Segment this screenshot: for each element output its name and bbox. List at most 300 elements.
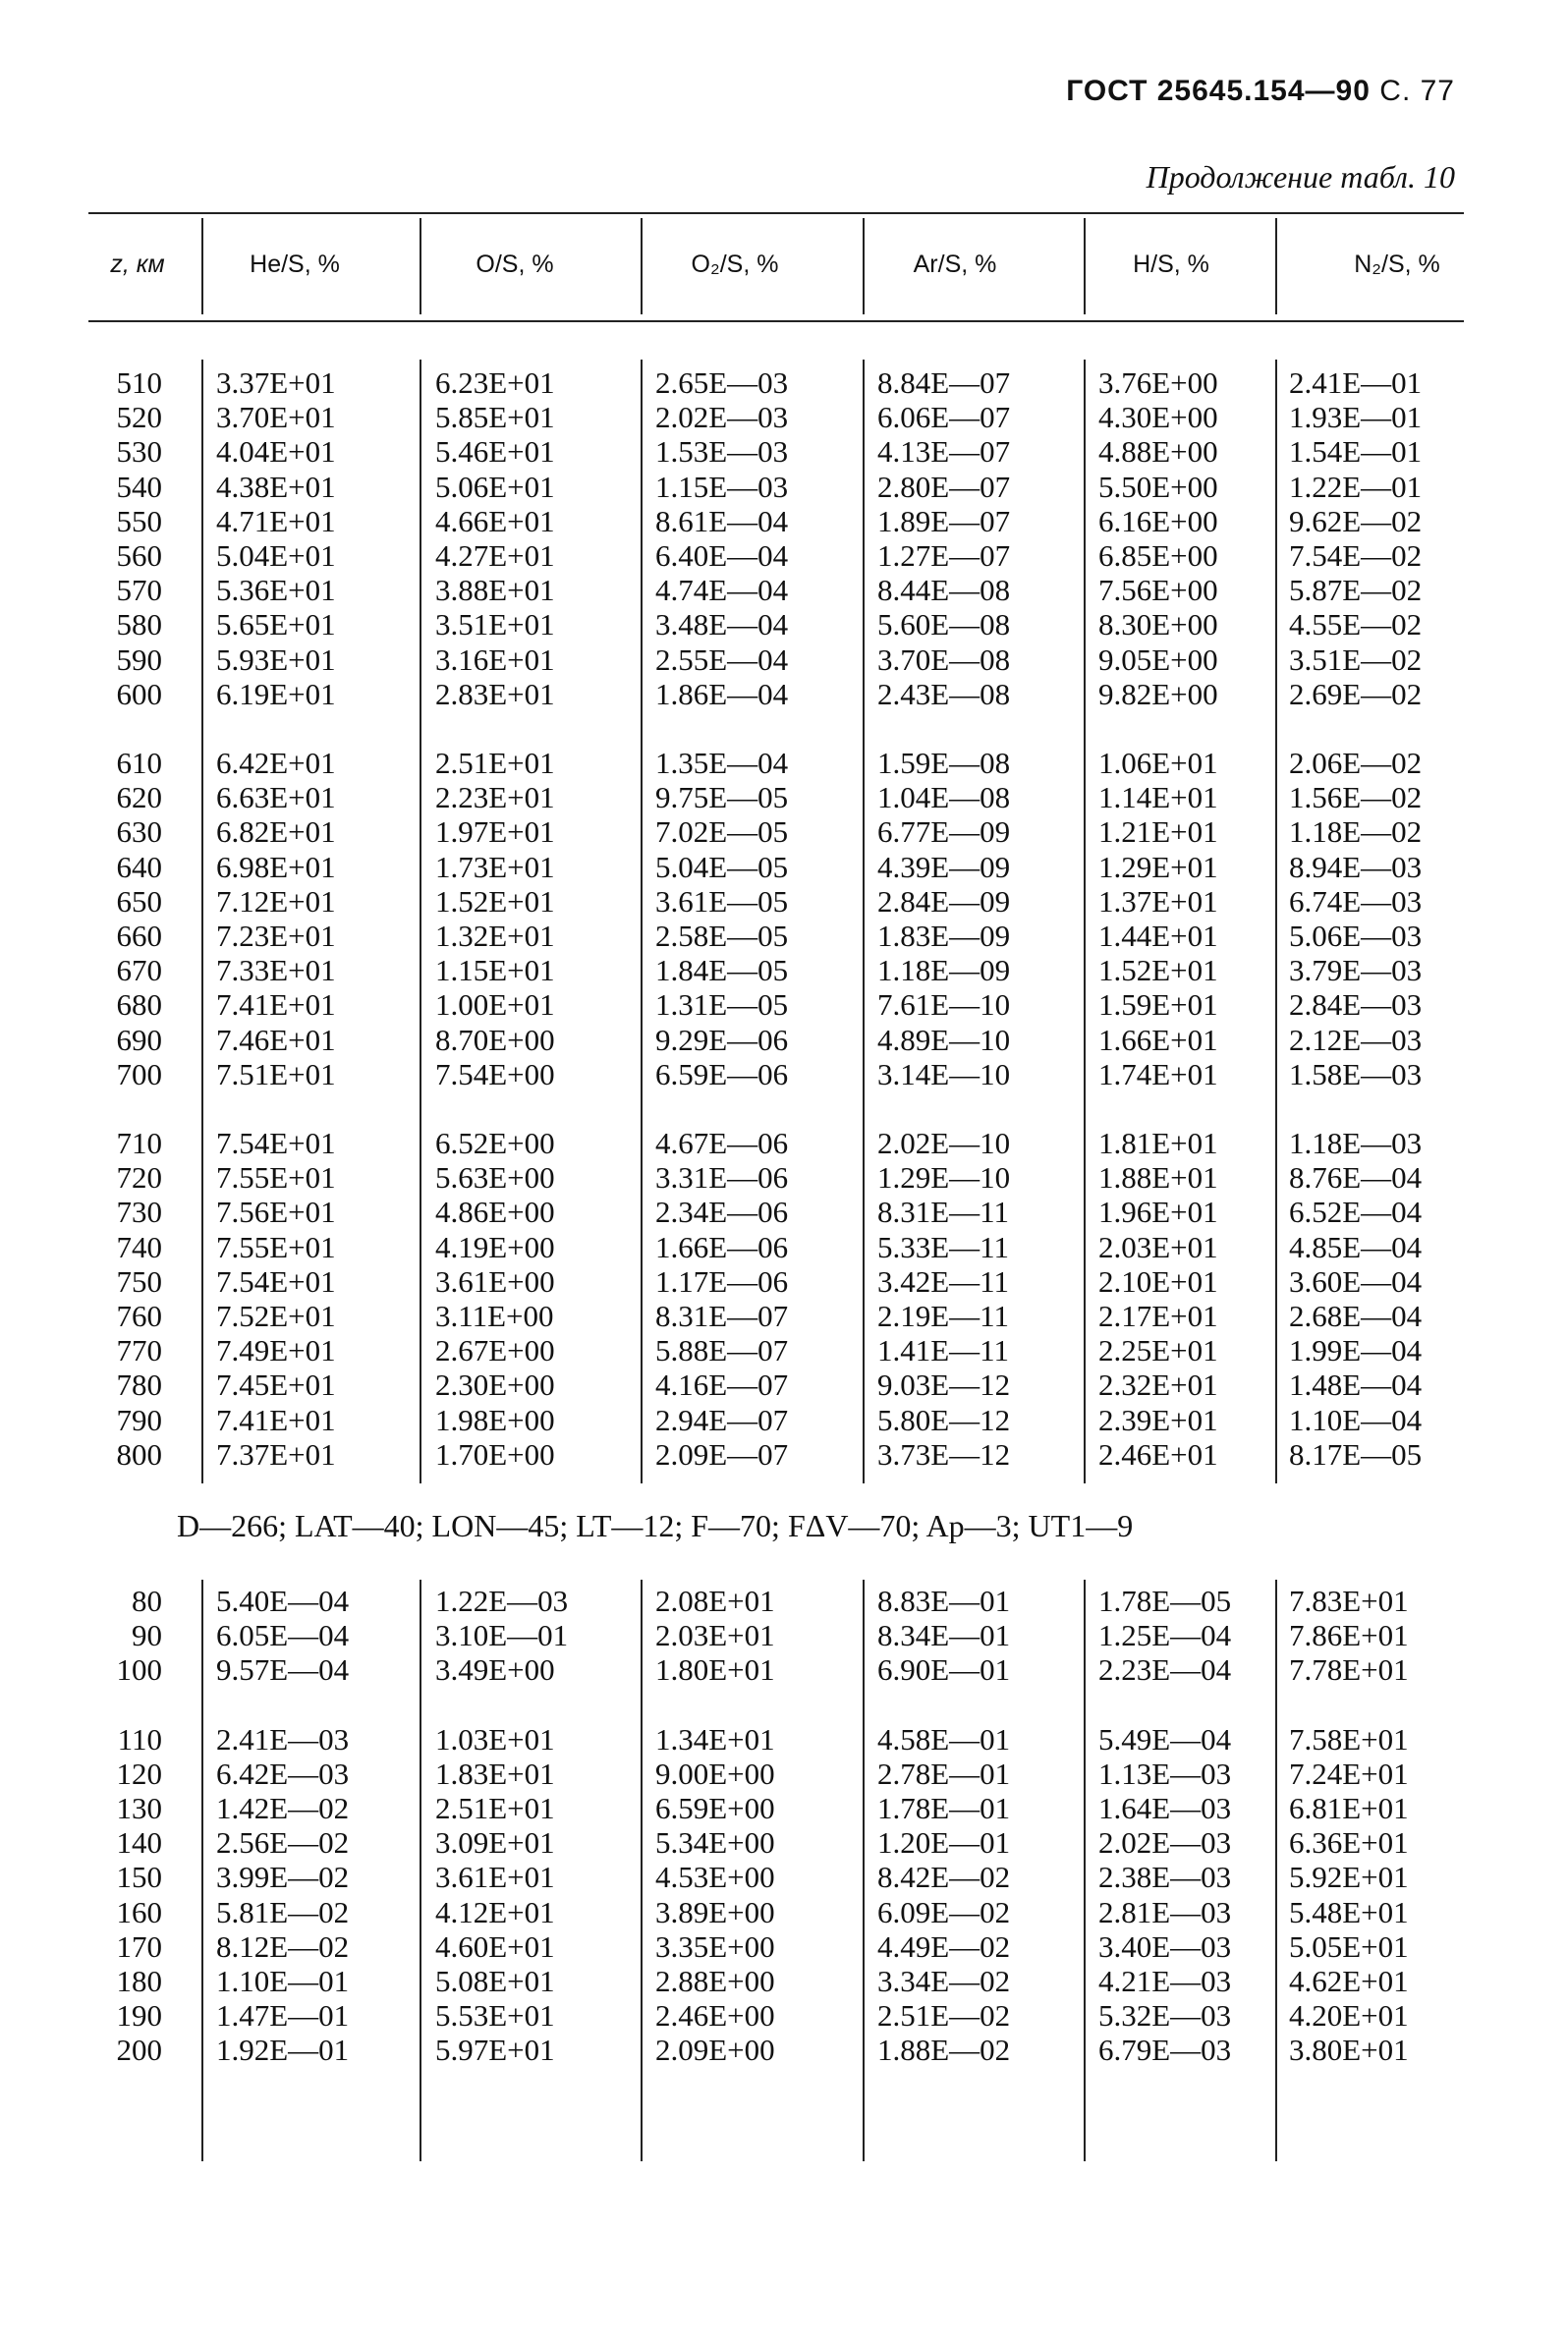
value-cell: 3.89E+00 [655, 1894, 775, 1929]
value-cell: 2.84E—09 [877, 883, 1011, 919]
value-cell: 1.83E—09 [877, 919, 1011, 953]
value-cell: 3.34E—02 [877, 1964, 1011, 1998]
value-cell: 5.92E+01 [1289, 1860, 1409, 1895]
altitude-cell: 200 [116, 2033, 162, 2068]
value-cell: 5.97E+01 [435, 2033, 555, 2068]
value-cell: 5.60E—08 [877, 607, 1011, 642]
value-cell: 4.85E—04 [1289, 1229, 1423, 1264]
value-cell: 2.80E—07 [877, 469, 1011, 504]
value-cell: 6.06E—07 [877, 400, 1011, 435]
value-cell: 1.86E—04 [655, 676, 789, 711]
value-cell: 8.31E—11 [877, 1195, 1010, 1230]
value-cell: 6.23E+01 [435, 365, 555, 400]
value-cell: 7.56E+01 [216, 1195, 336, 1230]
altitude-cell: 790 [116, 1402, 162, 1437]
altitude-cell: 550 [116, 503, 162, 538]
column-header-5: H/S, % [1133, 250, 1209, 278]
column-divider [201, 360, 203, 1483]
document-number: ГОСТ 25645.154—90 [1066, 75, 1371, 107]
value-cell: 2.38E—03 [1098, 1860, 1232, 1895]
value-cell: 8.83E—01 [877, 1584, 1011, 1618]
value-cell: 7.78E+01 [1289, 1652, 1409, 1688]
value-cell: 2.51E—02 [877, 1998, 1011, 2034]
altitude-cell: 570 [116, 573, 162, 608]
value-cell: 1.29E+01 [1098, 849, 1218, 884]
value-cell: 1.64E—03 [1098, 1791, 1232, 1825]
value-cell: 1.00E+01 [435, 987, 555, 1023]
column-divider [863, 1580, 865, 2161]
altitude-cell: 660 [116, 919, 162, 953]
value-cell: 3.76E+00 [1098, 365, 1218, 400]
value-cell: 1.59E+01 [1098, 987, 1218, 1023]
value-cell: 1.89E—07 [877, 503, 1011, 538]
value-cell: 7.54E+00 [435, 1056, 555, 1091]
column-divider [1084, 1580, 1086, 2161]
value-cell: 4.67E—06 [655, 1126, 789, 1160]
value-cell: 7.12E+01 [216, 883, 336, 919]
value-cell: 6.74E—03 [1289, 883, 1423, 919]
value-cell: 4.55E—02 [1289, 607, 1423, 642]
value-cell: 1.74E+01 [1098, 1056, 1218, 1091]
value-cell: 2.43E—08 [877, 676, 1011, 711]
value-cell: 5.32E—03 [1098, 1998, 1232, 2034]
altitude-cell: 700 [116, 1056, 162, 1091]
value-cell: 7.49E+01 [216, 1333, 336, 1368]
value-cell: 6.05E—04 [216, 1618, 350, 1653]
column-header-1: He/S, % [250, 250, 340, 278]
value-cell: 7.55E+01 [216, 1229, 336, 1264]
value-cell: 5.05E+01 [1289, 1928, 1409, 1964]
value-cell: 1.52E+01 [435, 883, 555, 919]
altitude-cell: 640 [116, 849, 162, 884]
value-cell: 1.22E—01 [1289, 469, 1423, 504]
altitude-cell: 650 [116, 883, 162, 919]
value-cell: 4.38E+01 [216, 469, 336, 504]
value-cell: 6.63E+01 [216, 780, 336, 815]
value-cell: 7.23E+01 [216, 919, 336, 953]
altitude-cell: 540 [116, 469, 162, 504]
value-cell: 3.16E+01 [435, 642, 555, 677]
value-cell: 2.83E+01 [435, 676, 555, 711]
value-cell: 9.03E—12 [877, 1367, 1011, 1403]
value-cell: 3.70E—08 [877, 642, 1011, 677]
value-cell: 7.41E+01 [216, 1402, 336, 1437]
value-cell: 2.17E+01 [1098, 1299, 1218, 1333]
value-cell: 3.60E—04 [1289, 1263, 1423, 1299]
altitude-cell: 690 [116, 1022, 162, 1057]
value-cell: 7.86E+01 [1289, 1618, 1409, 1653]
column-header-4: Ar/S, % [913, 250, 997, 278]
value-cell: 3.61E+01 [435, 1860, 555, 1895]
value-cell: 1.80E+01 [655, 1652, 775, 1688]
value-cell: 4.20E+01 [1289, 1998, 1409, 2034]
value-cell: 1.66E+01 [1098, 1022, 1218, 1057]
value-cell: 2.12E—03 [1289, 1022, 1423, 1057]
value-cell: 2.30E+00 [435, 1367, 555, 1403]
value-cell: 1.18E—02 [1289, 814, 1423, 850]
value-cell: 1.78E—01 [877, 1791, 1011, 1825]
value-cell: 3.61E+00 [435, 1263, 555, 1299]
value-cell: 6.98E+01 [216, 849, 336, 884]
value-cell: 3.35E+00 [655, 1928, 775, 1964]
value-cell: 2.81E—03 [1098, 1894, 1232, 1929]
value-cell: 6.42E+01 [216, 746, 336, 780]
column-divider [1275, 1580, 1277, 2161]
value-cell: 3.88E+01 [435, 573, 555, 608]
altitude-cell: 130 [116, 1791, 162, 1825]
value-cell: 2.84E—03 [1289, 987, 1423, 1023]
value-cell: 1.37E+01 [1098, 883, 1218, 919]
value-cell: 5.88E—07 [655, 1333, 789, 1368]
altitude-cell: 630 [116, 814, 162, 850]
value-cell: 6.77E—09 [877, 814, 1011, 850]
value-cell: 5.63E+00 [435, 1160, 555, 1196]
value-cell: 8.84E—07 [877, 365, 1011, 400]
value-cell: 2.32E+01 [1098, 1367, 1218, 1403]
value-cell: 3.10E—01 [435, 1618, 569, 1653]
value-cell: 2.02E—03 [655, 400, 789, 435]
value-cell: 4.27E+01 [435, 538, 555, 573]
value-cell: 7.33E+01 [216, 953, 336, 988]
altitude-cell: 140 [116, 1825, 162, 1861]
value-cell: 1.18E—09 [877, 953, 1011, 988]
table-top-rule [88, 212, 1464, 214]
column-divider [863, 360, 865, 1483]
altitude-cell: 120 [116, 1756, 162, 1791]
value-cell: 3.40E—03 [1098, 1928, 1232, 1964]
value-cell: 3.49E+00 [435, 1652, 555, 1688]
value-cell: 3.70E+01 [216, 400, 336, 435]
value-cell: 2.78E—01 [877, 1756, 1011, 1791]
value-cell: 5.85E+01 [435, 400, 555, 435]
value-cell: 6.59E—06 [655, 1056, 789, 1091]
value-cell: 8.94E—03 [1289, 849, 1423, 884]
value-cell: 1.52E+01 [1098, 953, 1218, 988]
altitude-cell: 600 [116, 676, 162, 711]
column-header-3: O₂/S, % [691, 250, 779, 278]
value-cell: 9.05E+00 [1098, 642, 1218, 677]
altitude-cell: 520 [116, 400, 162, 435]
value-cell: 1.78E—05 [1098, 1584, 1232, 1618]
value-cell: 3.80E+01 [1289, 2033, 1409, 2068]
value-cell: 5.49E—04 [1098, 1721, 1232, 1757]
value-cell: 5.06E+01 [435, 469, 555, 504]
altitude-cell: 560 [116, 538, 162, 573]
altitude-cell: 670 [116, 953, 162, 988]
value-cell: 6.36E+01 [1289, 1825, 1409, 1861]
value-cell: 4.49E—02 [877, 1928, 1011, 1964]
value-cell: 8.42E—02 [877, 1860, 1011, 1895]
altitude-cell: 680 [116, 987, 162, 1023]
altitude-cell: 620 [116, 780, 162, 815]
altitude-cell: 730 [116, 1195, 162, 1230]
column-divider [420, 360, 421, 1483]
value-cell: 7.02E—05 [655, 814, 789, 850]
value-cell: 7.58E+01 [1289, 1721, 1409, 1757]
altitude-cell: 800 [116, 1436, 162, 1472]
model-parameters-line: D—266; LAT—40; LON—45; LT—12; F—70; FΔV—70; Ap—3; UT1—9 [177, 1508, 1134, 1543]
value-cell: 1.96E+01 [1098, 1195, 1218, 1230]
column-divider [1084, 360, 1086, 1483]
value-cell: 1.10E—04 [1289, 1402, 1423, 1437]
value-cell: 5.36E+01 [216, 573, 336, 608]
value-cell: 5.08E+01 [435, 1964, 555, 1998]
value-cell: 1.44E+01 [1098, 919, 1218, 953]
value-cell: 9.82E+00 [1098, 676, 1218, 711]
value-cell: 2.03E+01 [1098, 1229, 1218, 1264]
value-cell: 1.59E—08 [877, 746, 1011, 780]
value-cell: 8.12E—02 [216, 1928, 350, 1964]
value-cell: 4.12E+01 [435, 1894, 555, 1929]
value-cell: 4.88E+00 [1098, 434, 1218, 470]
value-cell: 2.46E+01 [1098, 1436, 1218, 1472]
value-cell: 6.52E+00 [435, 1126, 555, 1160]
value-cell: 6.90E—01 [877, 1652, 1011, 1688]
value-cell: 1.29E—10 [877, 1160, 1011, 1196]
page-header [1066, 75, 1455, 108]
value-cell: 4.74E—04 [655, 573, 789, 608]
value-cell: 7.45E+01 [216, 1367, 336, 1403]
value-cell: 4.21E—03 [1098, 1964, 1232, 1998]
altitude-cell: 160 [116, 1894, 162, 1929]
value-cell: 5.87E—02 [1289, 573, 1423, 608]
value-cell: 3.99E—02 [216, 1860, 350, 1895]
value-cell: 4.13E—07 [877, 434, 1011, 470]
altitude-cell: 510 [116, 365, 162, 400]
value-cell: 1.13E—03 [1098, 1756, 1232, 1791]
value-cell: 2.67E+00 [435, 1333, 555, 1368]
value-cell: 4.71E+01 [216, 503, 336, 538]
value-cell: 1.10E—01 [216, 1964, 350, 1998]
value-cell: 6.19E+01 [216, 676, 336, 711]
value-cell: 2.58E—05 [655, 919, 789, 953]
value-cell: 6.52E—04 [1289, 1195, 1423, 1230]
value-cell: 3.73E—12 [877, 1436, 1011, 1472]
value-cell: 4.19E+00 [435, 1229, 555, 1264]
column-header-6: N₂/S, % [1354, 250, 1440, 278]
altitude-cell: 530 [116, 434, 162, 470]
value-cell: 7.56E+00 [1098, 573, 1218, 608]
value-cell: 2.09E—07 [655, 1436, 789, 1472]
value-cell: 1.25E—04 [1098, 1618, 1232, 1653]
value-cell: 8.76E—04 [1289, 1160, 1423, 1196]
value-cell: 3.51E+01 [435, 607, 555, 642]
value-cell: 4.62E+01 [1289, 1964, 1409, 1998]
value-cell: 6.09E—02 [877, 1894, 1011, 1929]
value-cell: 1.66E—06 [655, 1229, 789, 1264]
value-cell: 7.54E+01 [216, 1126, 336, 1160]
value-cell: 4.53E+00 [655, 1860, 775, 1895]
value-cell: 4.60E+01 [435, 1928, 555, 1964]
altitude-cell: 740 [116, 1229, 162, 1264]
value-cell: 7.37E+01 [216, 1436, 336, 1472]
value-cell: 1.98E+00 [435, 1402, 555, 1437]
value-cell: 6.40E—04 [655, 538, 789, 573]
value-cell: 9.75E—05 [655, 780, 789, 815]
value-cell: 1.92E—01 [216, 2033, 350, 2068]
value-cell: 2.65E—03 [655, 365, 789, 400]
value-cell: 1.73E+01 [435, 849, 555, 884]
value-cell: 7.54E+01 [216, 1263, 336, 1299]
column-divider [420, 1580, 421, 2161]
value-cell: 5.46E+01 [435, 434, 555, 470]
value-cell: 1.32E+01 [435, 919, 555, 953]
value-cell: 7.55E+01 [216, 1160, 336, 1196]
value-cell: 1.56E—02 [1289, 780, 1423, 815]
value-cell: 2.46E+00 [655, 1998, 775, 2034]
value-cell: 2.10E+01 [1098, 1263, 1218, 1299]
value-cell: 2.08E+01 [655, 1584, 775, 1618]
value-cell: 4.89E—10 [877, 1022, 1011, 1057]
value-cell: 1.83E+01 [435, 1756, 555, 1791]
altitude-cell: 150 [116, 1860, 162, 1895]
value-cell: 5.93E+01 [216, 642, 336, 677]
value-cell: 1.70E+00 [435, 1436, 555, 1472]
value-cell: 2.02E—03 [1098, 1825, 1232, 1861]
value-cell: 2.94E—07 [655, 1402, 789, 1437]
value-cell: 5.50E+00 [1098, 469, 1218, 504]
value-cell: 1.14E+01 [1098, 780, 1218, 815]
value-cell: 2.02E—10 [877, 1126, 1011, 1160]
value-cell: 1.84E—05 [655, 953, 789, 988]
value-cell: 1.31E—05 [655, 987, 789, 1023]
value-cell: 2.69E—02 [1289, 676, 1423, 711]
value-cell: 4.66E+01 [435, 503, 555, 538]
value-cell: 1.81E+01 [1098, 1126, 1218, 1160]
value-cell: 1.27E—07 [877, 538, 1011, 573]
value-cell: 4.39E—09 [877, 849, 1011, 884]
value-cell: 7.41E+01 [216, 987, 336, 1023]
value-cell: 1.41E—11 [877, 1333, 1010, 1368]
value-cell: 5.81E—02 [216, 1894, 350, 1929]
value-cell: 5.65E+01 [216, 607, 336, 642]
value-cell: 1.88E—02 [877, 2033, 1011, 2068]
value-cell: 8.70E+00 [435, 1022, 555, 1057]
value-cell: 1.54E—01 [1289, 434, 1423, 470]
value-cell: 1.22E—03 [435, 1584, 569, 1618]
value-cell: 4.04E+01 [216, 434, 336, 470]
altitude-cell: 610 [116, 746, 162, 780]
value-cell: 8.61E—04 [655, 503, 789, 538]
value-cell: 1.06E+01 [1098, 746, 1218, 780]
altitude-cell: 580 [116, 607, 162, 642]
value-cell: 9.00E+00 [655, 1756, 775, 1791]
altitude-cell: 760 [116, 1299, 162, 1333]
page-number: С. 77 [1379, 75, 1455, 107]
value-cell: 5.80E—12 [877, 1402, 1011, 1437]
altitude-cell: 100 [116, 1652, 162, 1688]
value-cell: 2.68E—04 [1289, 1299, 1423, 1333]
column-divider [1275, 360, 1277, 1483]
altitude-cell: 90 [132, 1618, 162, 1653]
altitude-cell: 190 [116, 1998, 162, 2034]
value-cell: 6.85E+00 [1098, 538, 1218, 573]
value-cell: 3.09E+01 [435, 1825, 555, 1861]
value-cell: 5.33E—11 [877, 1229, 1010, 1264]
altitude-cell: 590 [116, 642, 162, 677]
value-cell: 8.44E—08 [877, 573, 1011, 608]
value-cell: 6.79E—03 [1098, 2033, 1232, 2068]
value-cell: 1.21E+01 [1098, 814, 1218, 850]
value-cell: 2.88E+00 [655, 1964, 775, 1998]
value-cell: 5.04E+01 [216, 538, 336, 573]
value-cell: 6.81E+01 [1289, 1791, 1409, 1825]
value-cell: 1.93E—01 [1289, 400, 1423, 435]
value-cell: 1.20E—01 [877, 1825, 1011, 1861]
column-divider [641, 1580, 643, 2161]
value-cell: 4.86E+00 [435, 1195, 555, 1230]
altitude-cell: 770 [116, 1333, 162, 1368]
value-cell: 9.29E—06 [655, 1022, 789, 1057]
value-cell: 2.51E+01 [435, 1791, 555, 1825]
value-cell: 7.52E+01 [216, 1299, 336, 1333]
value-cell: 5.48E+01 [1289, 1894, 1409, 1929]
altitude-cell: 720 [116, 1160, 162, 1196]
altitude-cell: 780 [116, 1367, 162, 1403]
value-cell: 1.34E+01 [655, 1721, 775, 1757]
value-cell: 3.61E—05 [655, 883, 789, 919]
value-cell: 1.88E+01 [1098, 1160, 1218, 1196]
value-cell: 6.42E—03 [216, 1756, 350, 1791]
value-cell: 1.18E—03 [1289, 1126, 1423, 1160]
altitude-cell: 110 [117, 1721, 162, 1757]
value-cell: 4.16E—07 [655, 1367, 789, 1403]
value-cell: 7.83E+01 [1289, 1584, 1409, 1618]
value-cell: 5.53E+01 [435, 1998, 555, 2034]
value-cell: 3.42E—11 [877, 1263, 1010, 1299]
value-cell: 1.17E—06 [655, 1263, 789, 1299]
value-cell: 3.48E—04 [655, 607, 789, 642]
column-header-0: z, км [110, 250, 165, 278]
value-cell: 5.34E+00 [655, 1825, 775, 1861]
value-cell: 2.56E—02 [216, 1825, 350, 1861]
value-cell: 8.30E+00 [1098, 607, 1218, 642]
value-cell: 3.51E—02 [1289, 642, 1423, 677]
altitude-cell: 170 [116, 1928, 162, 1964]
value-cell: 2.41E—01 [1289, 365, 1423, 400]
value-cell: 1.53E—03 [655, 434, 789, 470]
altitude-cell: 80 [132, 1584, 162, 1618]
value-cell: 4.58E—01 [877, 1721, 1011, 1757]
column-divider [1275, 218, 1277, 314]
value-cell: 2.09E+00 [655, 2033, 775, 2068]
value-cell: 3.14E—10 [877, 1056, 1011, 1091]
value-cell: 8.17E—05 [1289, 1436, 1423, 1472]
value-cell: 2.55E—04 [655, 642, 789, 677]
value-cell: 4.30E+00 [1098, 400, 1218, 435]
altitude-cell: 750 [116, 1263, 162, 1299]
value-cell: 9.57E—04 [216, 1652, 350, 1688]
value-cell: 7.61E—10 [877, 987, 1011, 1023]
value-cell: 1.35E—04 [655, 746, 789, 780]
value-cell: 6.59E+00 [655, 1791, 775, 1825]
column-header-2: O/S, % [476, 250, 554, 278]
value-cell: 5.04E—05 [655, 849, 789, 884]
value-cell: 2.23E—04 [1098, 1652, 1232, 1688]
column-divider [201, 1580, 203, 2161]
value-cell: 2.25E+01 [1098, 1333, 1218, 1368]
value-cell: 3.11E+00 [435, 1299, 554, 1333]
value-cell: 1.58E—03 [1289, 1056, 1423, 1091]
value-cell: 1.15E+01 [435, 953, 555, 988]
value-cell: 1.48E—04 [1289, 1367, 1423, 1403]
table-continuation-label: Продолжение табл. 10 [1146, 159, 1455, 195]
value-cell: 9.62E—02 [1289, 503, 1423, 538]
value-cell: 2.51E+01 [435, 746, 555, 780]
altitude-cell: 180 [116, 1964, 162, 1998]
value-cell: 3.37E+01 [216, 365, 336, 400]
value-cell: 1.15E—03 [655, 469, 789, 504]
